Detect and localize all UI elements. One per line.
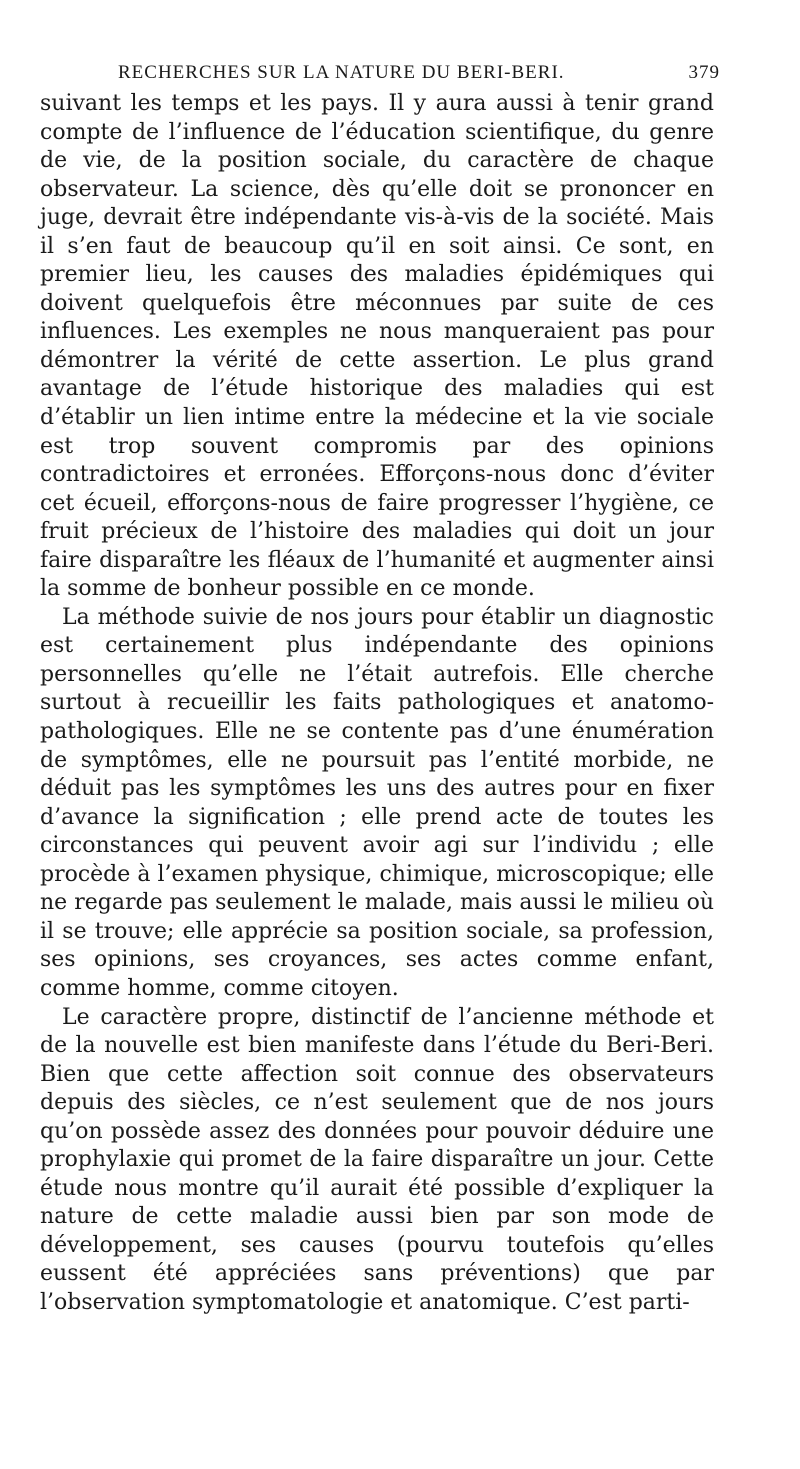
paragraph-continued: suivant les temps et les pays. Il y aura aussi à tenir grand compte de l’influence de l’éducation scientifique, du genre de vie, de la position sociale, du caractère de chaque observateur. La science, dès qu’elle doit se prononcer en juge, devrait être indépendante vis-à-vis de la société. Mais il s’en faut de beaucoup qu’il en soit ainsi. Ce sont, en premier lieu, les causes des maladies épidémiques qui doivent quelquefois être méconnues par suite de ces influences. Les exemples ne nous manqueraient pas pour démontrer la vérité de cette assertion. Le plus grand avantage de l’étude historique des maladies qui est d’établir un lien intime entre la médecine et la vie sociale est trop souvent compromis par des opinions contradictoires et erronées. Efforçons-nous donc d’éviter cet écueil, efforçons-nous de faire progresser l’hygiène, ce fruit précieux de l’histoire des maladies qui doit un jour faire disparaître les fléaux de l’humanité et augmenter ainsi la somme de bonheur possible en ce monde. [40,91,714,602]
paragraph-character: Le caractère propre, distinctif de l’ancienne méthode et de la nouvelle est bien manifeste dans l’étude du Beri-Beri. Bien que cette affection soit connue des observateurs depuis des siècles, ce n’est seulement que de nos jours qu’on possède assez des données pour pouvoir déduire une prophylaxie qui promet de la faire disparaître un jour. Cette étude nous montre qu’il aurait été possible d’expliquer la nature de cette maladie aussi bien par son mode de développement, ses causes (pourvu toutefois qu’elles eussent été appréciées sans préventions) que par l’observation symptomatologie et anatomique. C’est parti- [40,1004,714,1315]
paragraph-method: La méthode suivie de nos jours pour établir un diagnostic est certainement plus indépendante des opinions personnelles qu’elle ne l’était autrefois. Elle cherche surtout à recueillir les faits pathologiques et anatomo-pathologiques. Elle ne se contente pas d’une énumération de symptômes, elle ne poursuit pas l’entité morbide, ne déduit pas les symptômes les uns des autres pour en fixer d’avance la signification ; elle prend acte de toutes les circonstances qui peuvent avoir agi sur l’individu ; elle procède à l’examen physique, chimique, microscopique; elle ne regarde pas seulement le malade, mais aussi le milieu où il se trouve; elle apprécie sa position sociale, sa profession, ses opinions, ses croyances, ses actes comme enfant, comme homme, comme citoyen. [40,604,714,1001]
running-title: RECHERCHES SUR LA NATURE DU BERI-BERI. [118,62,565,83]
body-text [40,90,714,1318]
running-head [118,62,720,86]
page-number: 379 [688,62,720,83]
